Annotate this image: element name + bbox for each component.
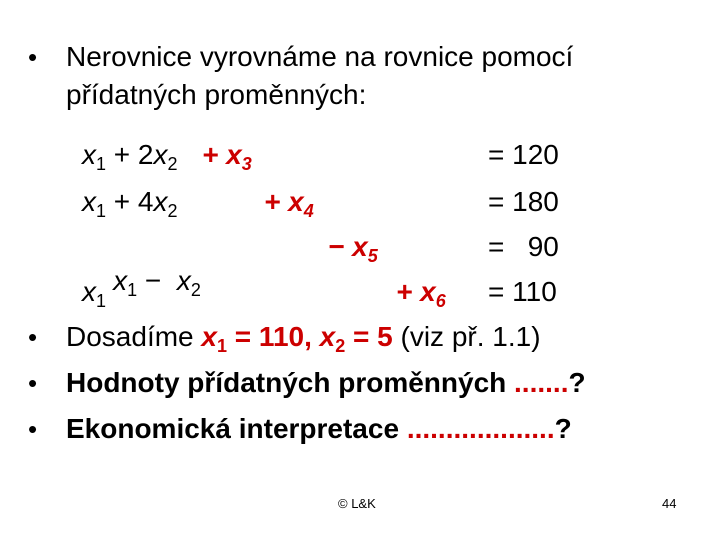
eq1-lhs: $x_1 + 2x_2$ (82, 139, 178, 174)
eq3-rhs: = 90 (488, 231, 559, 262)
eq1-rhs: = 120 (488, 139, 559, 170)
bullet-4-text: Ekonomická interpretace ...................? (66, 413, 572, 444)
bullet-3-text: Hodnoty přídatných proměnných .......? (66, 367, 586, 398)
eq1-slack: + $x_3$ (202, 139, 252, 174)
bullet-2-text: Dosadíme $x_1 = 110$, $x_2 = 5$ (viz př. 1.1) (66, 321, 541, 356)
page-number: 44 (662, 496, 677, 511)
eq3-lhs: $x_1 - x_2$ (113, 265, 201, 300)
bullet-1-line-1: Nerovnice vyrovnáme na rovnice pomocí (66, 41, 574, 72)
footer-copyright: © L&K (338, 496, 376, 511)
eq2-slack: + $x_4$ (264, 186, 314, 221)
eq3-slack: − $x_5$ (328, 231, 378, 266)
eq2-lhs: $x_1 + 4x_2$ (82, 186, 178, 221)
bullet-dot: • (28, 368, 38, 398)
bullet-dot: • (28, 414, 38, 444)
eq4-lhs: $x_1$ (82, 276, 107, 311)
bullet-dot: • (28, 322, 38, 352)
bullet-dot: • (28, 42, 38, 72)
eq4-rhs: = 110 (488, 276, 557, 307)
bullet-1-line-2: přídatných proměnných: (66, 79, 367, 110)
eq2-rhs: = 180 (488, 186, 559, 217)
eq4-slack: + $x_6$ (396, 276, 446, 311)
